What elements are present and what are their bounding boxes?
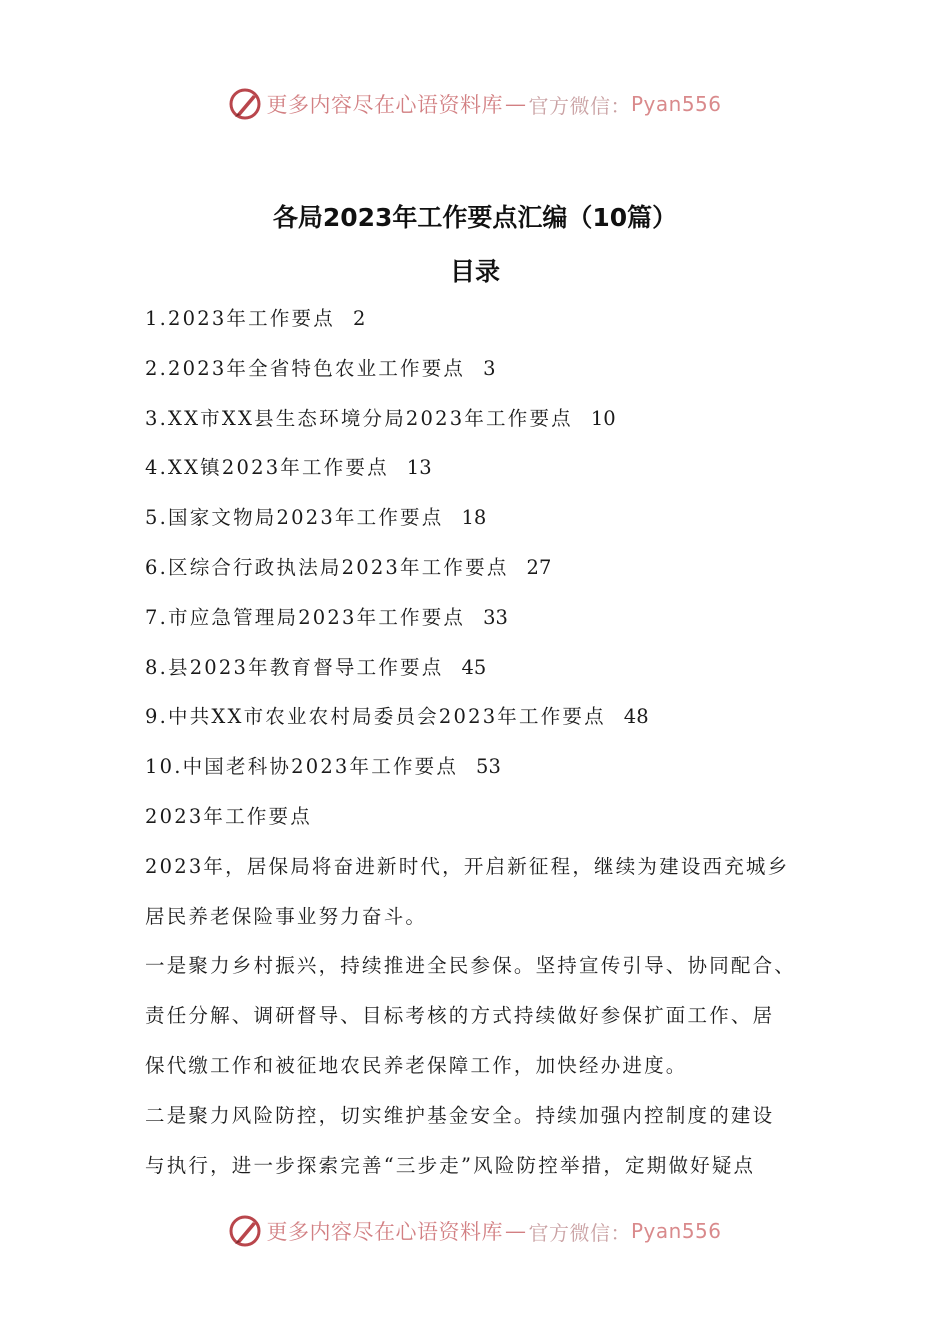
toc-item-page: 33: [483, 605, 508, 629]
header-watermark: [0, 82, 950, 126]
toc-item-text: 1.2023年工作要点: [145, 307, 335, 330]
toc-item-text: 2.2023年全省特色农业工作要点: [145, 356, 466, 380]
toc-item-text: 6.区综合行政执法局2023年工作要点: [145, 555, 509, 579]
toc-item[interactable]: [145, 700, 845, 750]
toc-item[interactable]: [145, 451, 845, 501]
toc-item-page: 3: [483, 356, 496, 380]
quill-logo-icon: [228, 1214, 262, 1248]
body-line: 居民养老保险事业努力奋斗。: [145, 904, 428, 928]
toc-item[interactable]: [145, 750, 845, 800]
toc-item-page: 45: [461, 655, 487, 679]
toc-item[interactable]: [145, 501, 845, 551]
toc-item[interactable]: [145, 402, 845, 452]
watermark-label: 官方微信：: [528, 93, 631, 118]
watermark-separator: —: [504, 1219, 527, 1243]
toc-item[interactable]: [145, 302, 845, 352]
footer-watermark: [0, 1209, 950, 1253]
toc-item-text: 4.XX镇2023年工作要点: [145, 456, 389, 480]
body-line: 2023年，居保局将奋进新时代，开启新征程，继续为建设西充城乡: [145, 854, 790, 878]
toc-item[interactable]: [145, 651, 845, 701]
toc-item-page: 2: [352, 307, 366, 330]
toc-item-text: 5.国家文物局2023年工作要点: [145, 506, 444, 530]
toc-item-text: 9.中共XX市农业农村局委员会2023年工作要点: [145, 705, 606, 729]
toc-item-page: 53: [476, 755, 501, 779]
body-line: 责任分解、调研督导、目标考核的方式持续做好参保扩面工作、居: [145, 1004, 775, 1028]
body-line: 一是聚力乡村振兴，持续推进全民参保。坚持宣传引导、协同配合、: [145, 954, 797, 978]
body-line: 保代缴工作和被征地农民养老保障工作，加快经办进度。: [145, 1053, 688, 1077]
quill-logo-icon: [228, 87, 262, 121]
toc-item-text: 10.中国老科协2023年工作要点: [145, 755, 459, 779]
toc-item[interactable]: [145, 551, 845, 601]
toc-item-page: 13: [406, 456, 432, 480]
toc-item-text: 8.县2023年教育督导工作要点: [145, 655, 444, 679]
body-line: 二是聚力风险防控，切实维护基金安全。持续加强内控制度的建设: [145, 1103, 775, 1127]
watermark-label: 官方微信：: [528, 1220, 631, 1245]
document-title: 各局2023年工作要点汇编（10篇）: [272, 203, 678, 232]
body-line: 与执行，进一步探索完善“三步走”风险防控举措，定期做好疑点: [145, 1153, 756, 1177]
toc-item-text: 7.市应急管理局2023年工作要点: [145, 605, 466, 629]
toc-item-page: 18: [461, 506, 487, 530]
watermark-brand: 更多内容尽在心语资料库: [266, 1220, 503, 1244]
toc-item-text: 3.XX市XX县生态环境分局2023年工作要点: [145, 406, 573, 430]
toc-heading: 目录: [449, 257, 500, 286]
document-body: [145, 302, 845, 1198]
watermark-separator: —: [504, 92, 527, 116]
toc-item[interactable]: [145, 352, 845, 402]
toc-item-page: 27: [526, 555, 552, 579]
watermark-account: Pyan556: [630, 92, 722, 116]
watermark-account: Pyan556: [630, 1219, 722, 1243]
toc-item-page: 48: [623, 705, 649, 729]
toc-item-page: 10: [590, 406, 616, 430]
section-title: 2023年工作要点: [145, 804, 312, 828]
toc-item[interactable]: [145, 601, 845, 651]
watermark-brand: 更多内容尽在心语资料库: [266, 93, 503, 117]
